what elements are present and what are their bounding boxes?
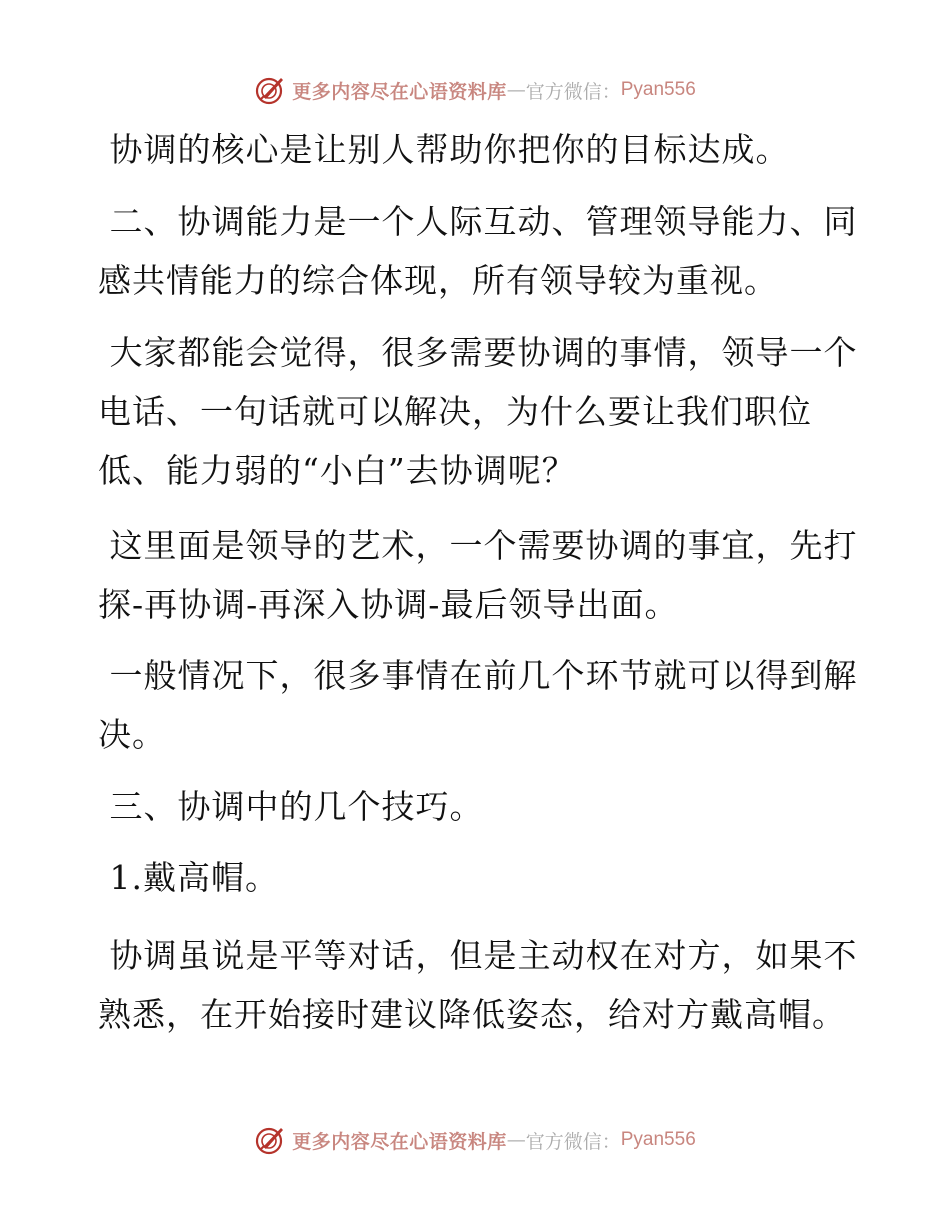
quill-logo-icon — [254, 74, 286, 106]
paragraph-3: 大家都能会觉得，很多需要协调的事情，领导一个电话、一句话就可以解决，为什么要让我们职位低、能力弱的“小白”去协调呢？ — [98, 333, 858, 490]
footer-watermark-banner — [0, 1120, 950, 1160]
banner-wechat-id: Pyan556 — [620, 79, 696, 100]
paragraph-1: 协调的核心是让别人帮助你把你的目标达成。 — [98, 130, 790, 169]
banner-wechat-id: Pyan556 — [620, 1129, 696, 1150]
quill-logo-icon — [254, 1124, 286, 1156]
paragraph-2: 二、协调能力是一个人际互动、管理领导能力、同感共情能力的综合体现，所有领导较为重视。 — [98, 202, 858, 300]
header-watermark-banner — [0, 70, 950, 110]
banner-dash: — — [506, 1129, 526, 1151]
paragraph-5: 一般情况下，很多事情在前几个环节就可以得到解决。 — [98, 656, 858, 754]
tip-heading-1: 1.戴高帽。 — [98, 858, 279, 897]
banner-title: 更多内容尽在心语资料库 — [292, 80, 507, 103]
banner-title: 更多内容尽在心语资料库 — [292, 1130, 507, 1153]
banner-dash: — — [506, 79, 526, 101]
paragraph-4: 这里面是领导的艺术，一个需要协调的事宜，先打探-再协调-再深入协调-最后领导出面。 — [98, 526, 858, 624]
paragraph-6: 协调虽说是平等对话，但是主动权在对方，如果不熟悉，在开始接时建议降低姿态，给对方戴高帽。 — [98, 936, 858, 1034]
banner-wechat-label: 官方微信： — [525, 80, 621, 103]
section-heading-3: 三、协调中的几个技巧。 — [98, 787, 484, 826]
banner-wechat-label: 官方微信： — [525, 1130, 621, 1153]
